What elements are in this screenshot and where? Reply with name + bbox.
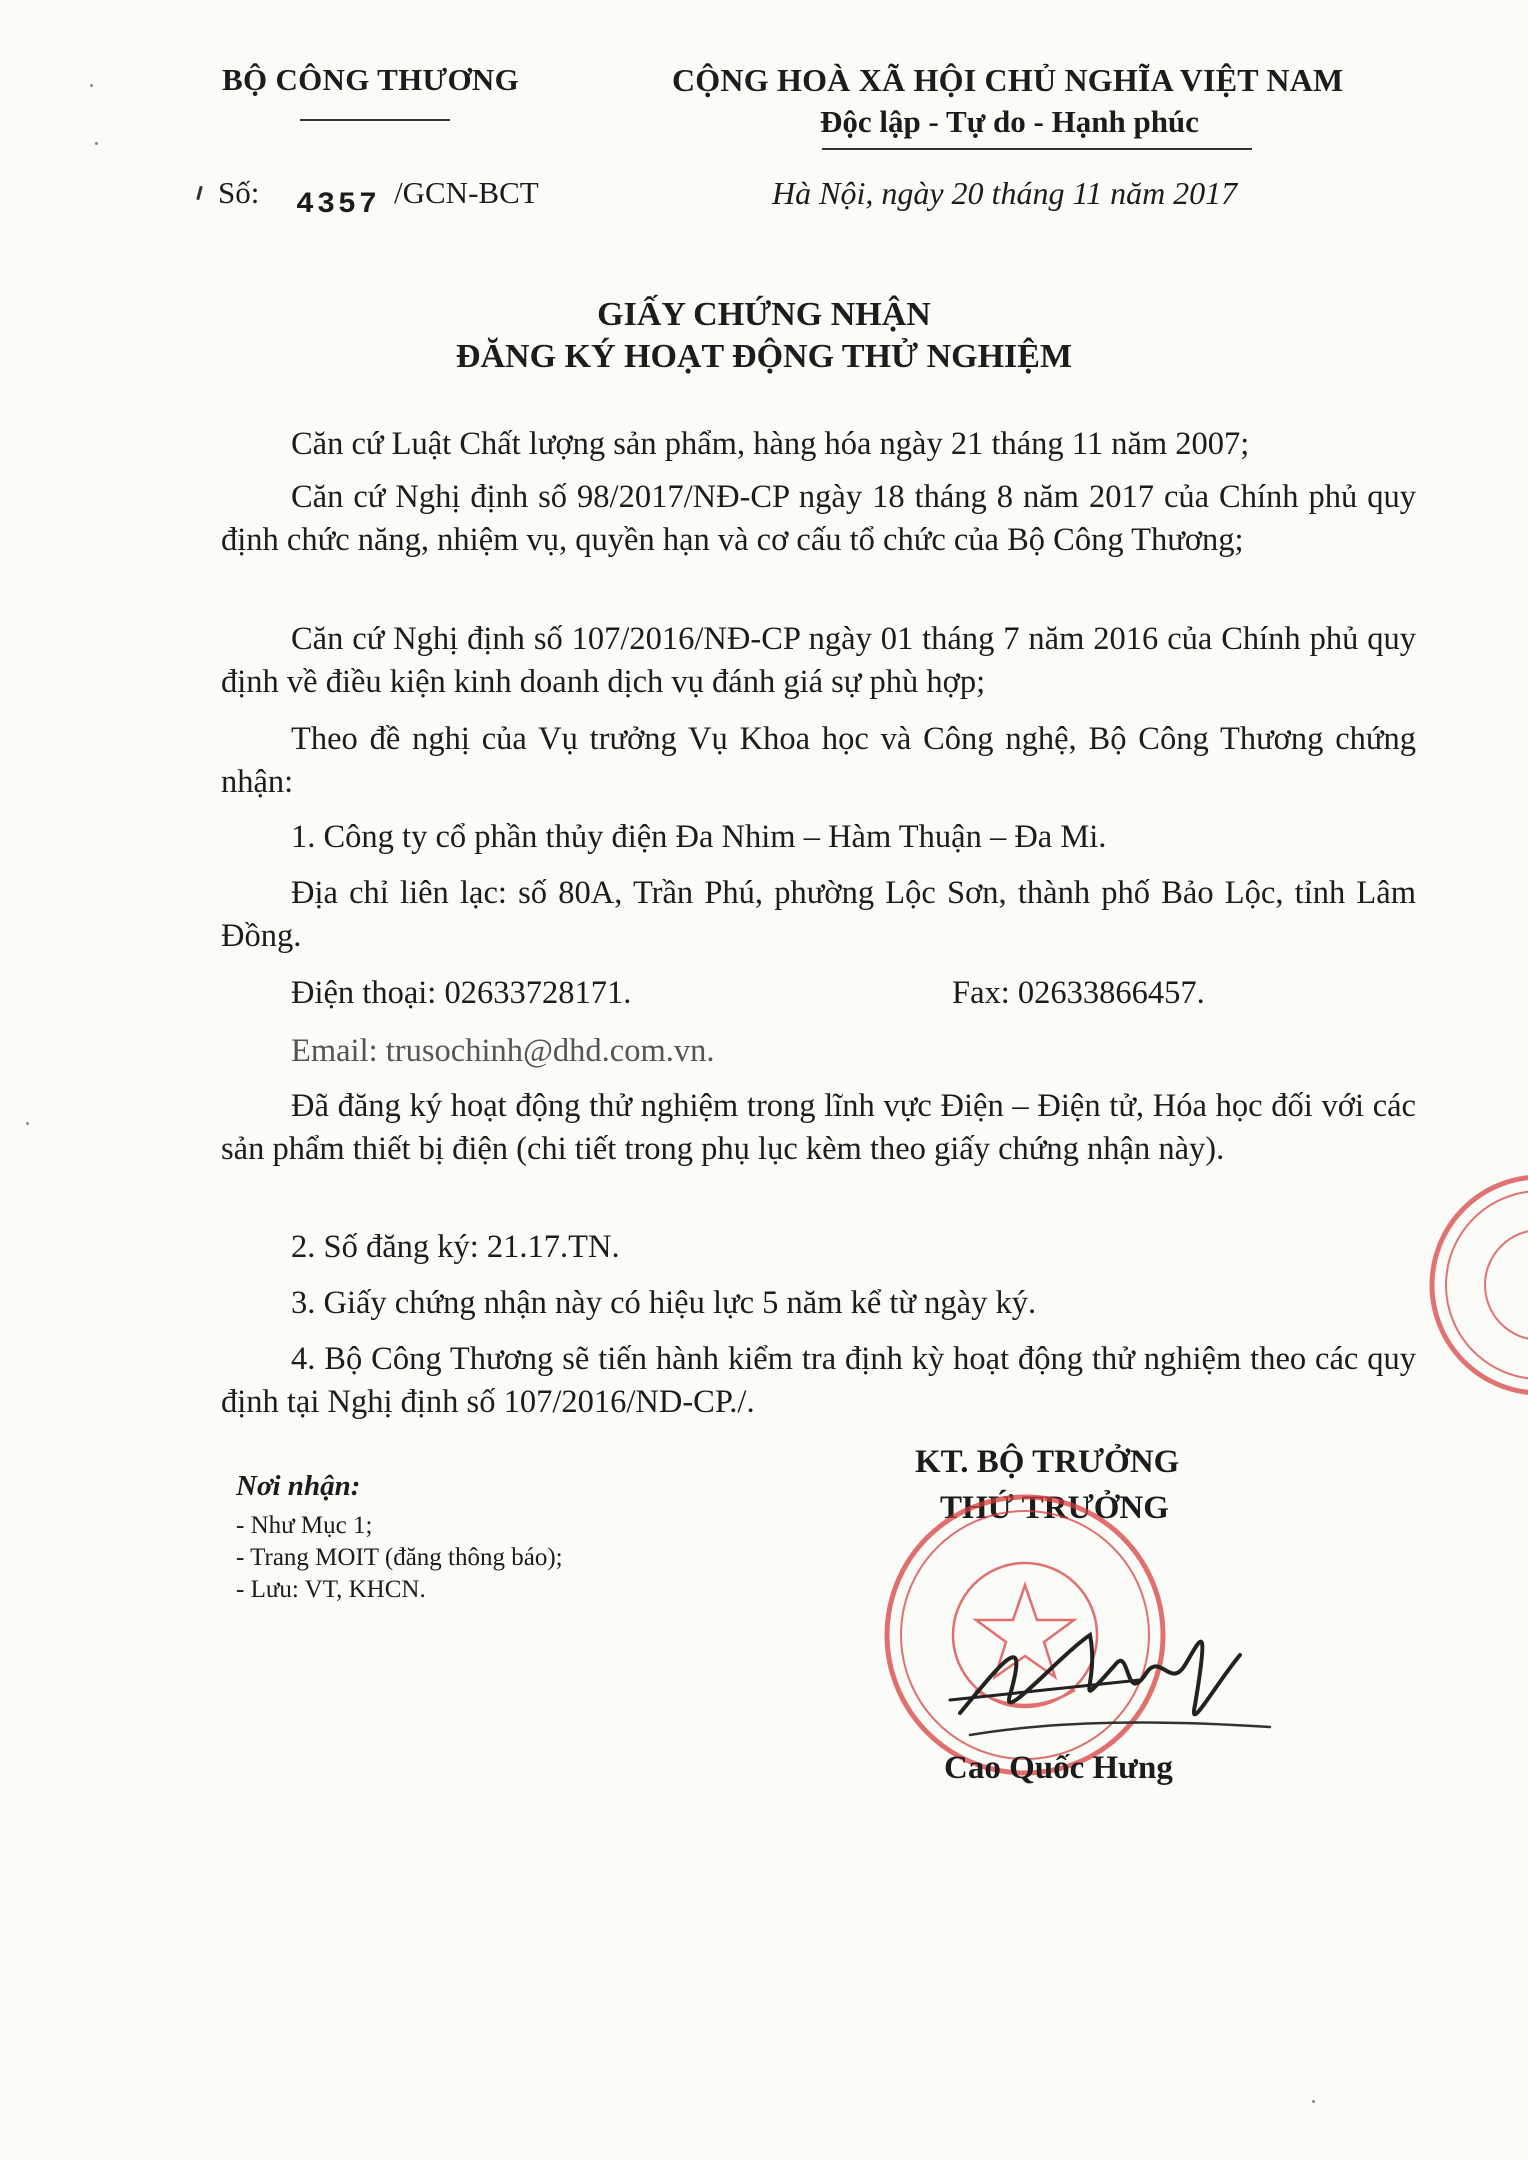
proposal-text: Theo đề nghị của Vụ trưởng Vụ Khoa học và Công nghệ, Bộ Công Thương chứng nhận: xyxy=(221,721,1416,800)
document-subtitle: ĐĂNG KÝ HOẠT ĐỘNG THỬ NGHIỆM xyxy=(455,338,1073,375)
scan-speck xyxy=(26,1122,29,1125)
document-title: GIẤY CHỨNG NHẬN xyxy=(597,296,931,333)
legal-basis-1: Căn cứ Luật Chất lượng sản phẩm, hàng hóa ngày 21 tháng 11 năm 2007; xyxy=(291,426,1250,462)
signatory-title: KT. BỘ TRƯỞNG xyxy=(915,1444,1180,1480)
registration-number: 2. Số đăng ký: 21.17.TN. xyxy=(291,1229,620,1265)
legal-basis-3-text: Căn cứ Nghị định số 107/2016/NĐ-CP ngày 01 tháng 7 năm 2016 của Chính phủ quy định về điều kiện kinh doanh dịch vụ đánh giá sự phù hợp; xyxy=(221,621,1416,700)
organization-underline xyxy=(300,119,450,121)
legal-basis-2 xyxy=(221,476,1416,562)
scan-speck xyxy=(1312,2100,1315,2103)
signatory-subtitle: THỨ TRƯỞNG xyxy=(940,1490,1169,1526)
recipients-title: Nơi nhận: xyxy=(236,1470,361,1502)
legal-basis-2-text: Căn cứ Nghị định số 98/2017/NĐ-CP ngày 18 tháng 8 năm 2017 của Chính phủ quy định chức năng, nhiệm vụ, quyền hạn và cơ cấu tổ chức của Bộ Công Thương; xyxy=(221,479,1416,558)
recipient-item: - Trang MOIT (đăng thông báo); xyxy=(236,1544,563,1571)
scan-speck xyxy=(90,84,93,87)
handwritten-signature xyxy=(940,1595,1280,1745)
inspection-clause-text: 4. Bộ Công Thương sẽ tiến hành kiểm tra định kỳ hoạt động thử nghiệm theo các quy định tại Nghị định số 107/2016/ND-CP./. xyxy=(221,1341,1416,1420)
contact-address-text: Địa chỉ liên lạc: số 80A, Trần Phú, phường Lộc Sơn, thành phố Bảo Lộc, tỉnh Lâm Đồng. xyxy=(221,875,1416,954)
partial-page-seal xyxy=(1420,1165,1528,1405)
issuing-organization: BỘ CÔNG THƯƠNG xyxy=(222,62,520,97)
reference-label: Số: xyxy=(218,175,260,210)
registration-scope-text: Đã đăng ký hoạt động thử nghiệm trong lĩnh vực Điện – Điện tử, Hóa học đối với các sản phẩm thiết bị điện (chi tiết trong phụ lục kèm theo giấy chứng nhận này). xyxy=(221,1088,1416,1167)
reference-number: 4357 xyxy=(296,188,381,222)
recipient-item: - Lưu: VT, KHCN. xyxy=(236,1576,426,1603)
registration-scope xyxy=(221,1085,1416,1171)
scan-speck xyxy=(95,142,98,145)
reference-code: /GCN-BCT xyxy=(394,175,539,210)
contact-email: Email: trusochinh@dhd.com.vn. xyxy=(291,1033,715,1069)
validity-period: 3. Giấy chứng nhận này có hiệu lực 5 năm kể từ ngày ký. xyxy=(291,1285,1037,1321)
contact-address xyxy=(221,872,1416,958)
contact-fax: Fax: 02633866457. xyxy=(952,975,1205,1011)
legal-basis-3 xyxy=(221,618,1416,704)
signer-name: Cao Quốc Hưng xyxy=(944,1750,1173,1786)
margin-mark xyxy=(196,186,203,200)
inspection-clause xyxy=(221,1338,1416,1424)
certified-company: 1. Công ty cổ phần thủy điện Đa Nhim – Hàm Thuận – Đa Mi. xyxy=(291,819,1107,855)
proposal-paragraph xyxy=(221,718,1416,804)
contact-phone: Điện thoại: 02633728171. xyxy=(291,975,632,1011)
motto-underline xyxy=(822,148,1252,150)
document-date: Hà Nội, ngày 20 tháng 11 năm 2017 xyxy=(772,175,1238,211)
national-motto: Độc lập - Tự do - Hạnh phúc xyxy=(820,104,1199,139)
recipient-item: - Như Mục 1; xyxy=(236,1512,373,1539)
nation-title: CỘNG HOÀ XÃ HỘI CHỦ NGHĨA VIỆT NAM xyxy=(672,62,1344,98)
